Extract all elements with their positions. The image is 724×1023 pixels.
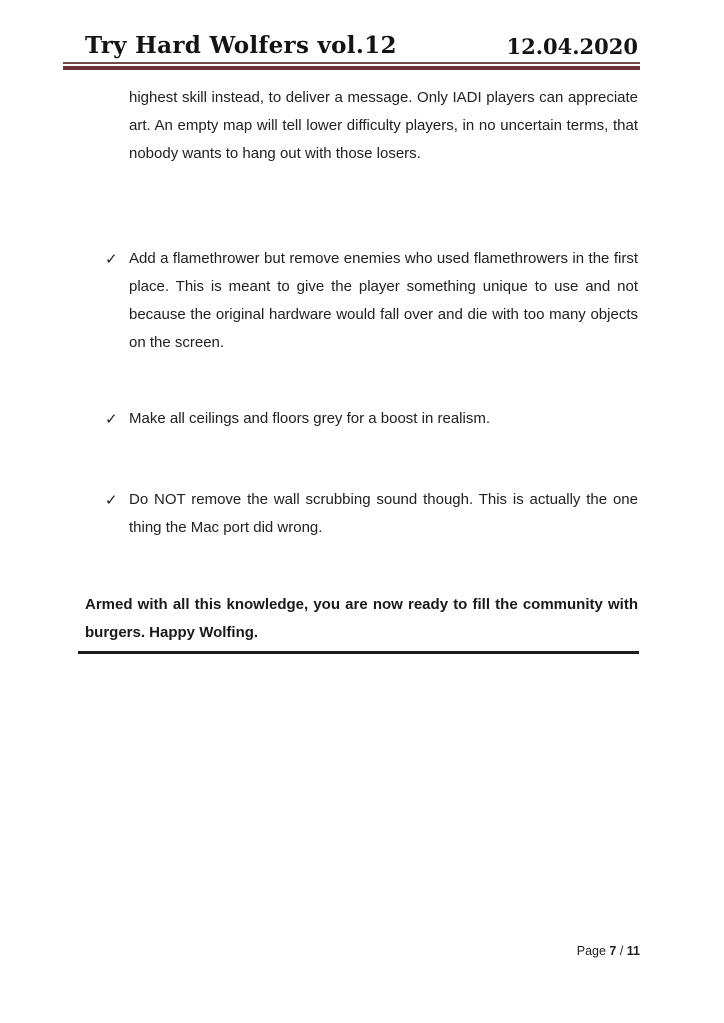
footer-page-total: 11 [626,944,640,958]
header-divider-thick-line [63,66,640,70]
checklist-item-text: Do NOT remove the wall scrubbing sound though. This is actually the one thing the Mac port did wrong. [129,491,638,536]
closing-divider [78,651,639,654]
closing-paragraph: Armed with all this knowledge, you are now ready to fill the community with burgers. Happy Wolfing. [85,596,638,641]
page-number-footer [577,942,640,960]
checkmark-icon: ✓ [105,491,118,509]
header-date: 12.04.2020 [506,34,638,59]
footer-page-number: 7 [609,944,617,958]
checklist-item-wall-scrubbing [85,486,638,542]
checklist-item-flamethrower [85,245,638,357]
header-divider [63,62,640,70]
checklist-item-text: Make all ceilings and floors grey for a boost in realism. [129,410,490,427]
checklist-item-text: Add a flamethrower but remove enemies who used flamethrowers in the first place. This is meant to give the player something unique to use and not because the original hardware would fall over and die with too many objects on the screen. [129,250,638,351]
intro-paragraph: highest skill instead, to deliver a message. Only IADI players can appreciate art. An empty map will tell lower difficulty players, in no uncertain terms, that nobody wants to hang out with those losers. [129,89,638,162]
checkmark-icon: ✓ [105,410,118,428]
checkmark-icon: ✓ [105,250,118,268]
checklist-item-grey-ceilings [85,405,638,433]
footer-page-label: Page [576,944,610,958]
footer-separator: / [616,944,627,958]
newsletter-title: Try Hard Wolfers vol.12 [85,32,397,59]
